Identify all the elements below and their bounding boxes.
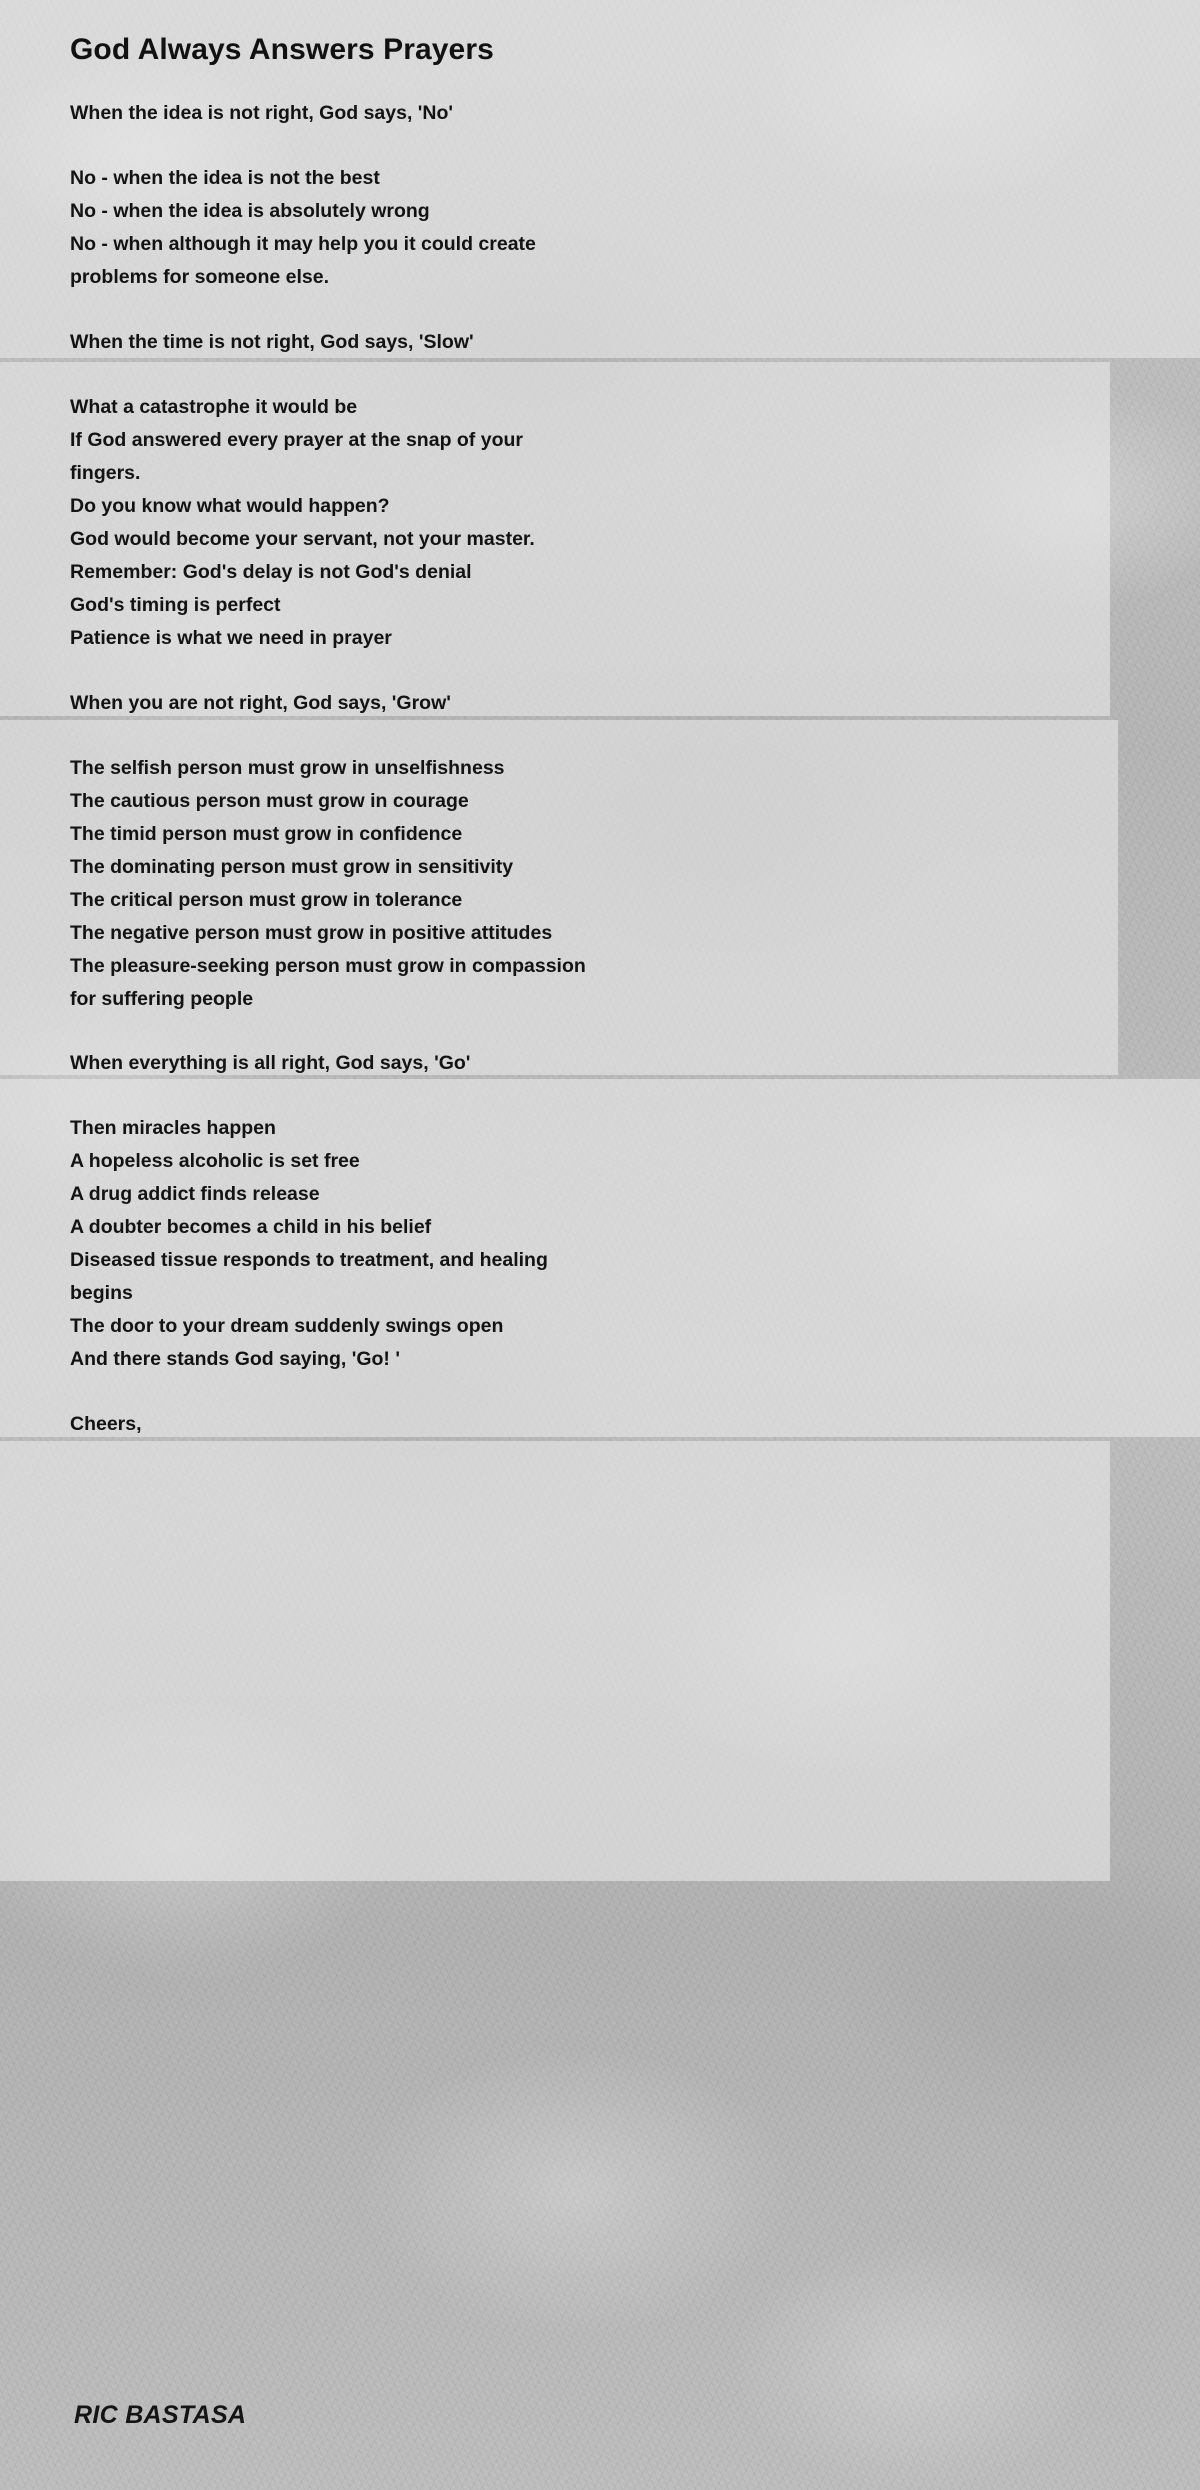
poem-line: Diseased tissue responds to treatment, and healing (70, 1249, 548, 1271)
poem-line: And there stands God saying, 'Go! ' (70, 1348, 400, 1370)
poem-line: The dominating person must grow in sensitivity (70, 856, 514, 878)
stanza-block-4 (70, 1112, 1130, 1376)
poem-line: The negative person must grow in positive attitudes (70, 922, 553, 944)
poem-line: The selfish person must grow in unselfishness (70, 757, 505, 779)
page-title: God Always Answers Prayers (70, 33, 494, 66)
poem-line: When everything is all right, God says, 'Go' (70, 1052, 471, 1074)
poem-line: A hopeless alcoholic is set free (70, 1150, 360, 1172)
stanza-heading-3 (70, 687, 1130, 720)
poem-line: The door to your dream suddenly swings open (70, 1315, 504, 1337)
poem-line: The cautious person must grow in courage (70, 790, 469, 812)
poem-line: If God answered every prayer at the snap of your (70, 429, 523, 451)
poem-line: The pleasure-seeking person must grow in compassion (70, 955, 586, 977)
stanza-heading-2 (70, 326, 1130, 359)
stanza-heading-1 (70, 97, 1130, 130)
poem-line: Patience is what we need in prayer (70, 627, 392, 649)
poem-line: The critical person must grow in tolerance (70, 889, 463, 911)
stanza-block-2 (70, 391, 1130, 655)
poem-line: for suffering people (70, 988, 254, 1010)
stanza-heading-4 (70, 1047, 1130, 1080)
poem-line: begins (70, 1282, 133, 1304)
stanza-block-1 (70, 162, 1130, 294)
stanza-block-3 (70, 752, 1130, 1016)
poem-line: Cheers, (70, 1413, 142, 1435)
poem-line: The timid person must grow in confidence (70, 823, 463, 845)
poem-line: A doubter becomes a child in his belief (70, 1216, 432, 1238)
poem-line: No - when although it may help you it could create (70, 233, 536, 255)
poem-line: When the time is not right, God says, 'Slow' (70, 331, 474, 353)
poem-line: When you are not right, God says, 'Grow' (70, 692, 451, 714)
stanza-closing (70, 1408, 1130, 1441)
poem-line: Then miracles happen (70, 1117, 276, 1139)
poem-line: No - when the idea is not the best (70, 167, 380, 189)
poem-line: fingers. (70, 462, 141, 484)
poem-line: No - when the idea is absolutely wrong (70, 200, 430, 222)
poem-line: God would become your servant, not your master. (70, 528, 535, 550)
poem-line: What a catastrophe it would be (70, 396, 358, 418)
poem-line: Do you know what would happen? (70, 495, 390, 517)
poem-line: A drug addict finds release (70, 1183, 320, 1205)
poem-line: When the idea is not right, God says, 'No' (70, 102, 454, 124)
poem-line: Remember: God's delay is not God's denial (70, 561, 472, 583)
poem-line: God's timing is perfect (70, 594, 281, 616)
poem-line: problems for someone else. (70, 266, 329, 288)
author-name: RIC BASTASA (74, 2401, 247, 2429)
